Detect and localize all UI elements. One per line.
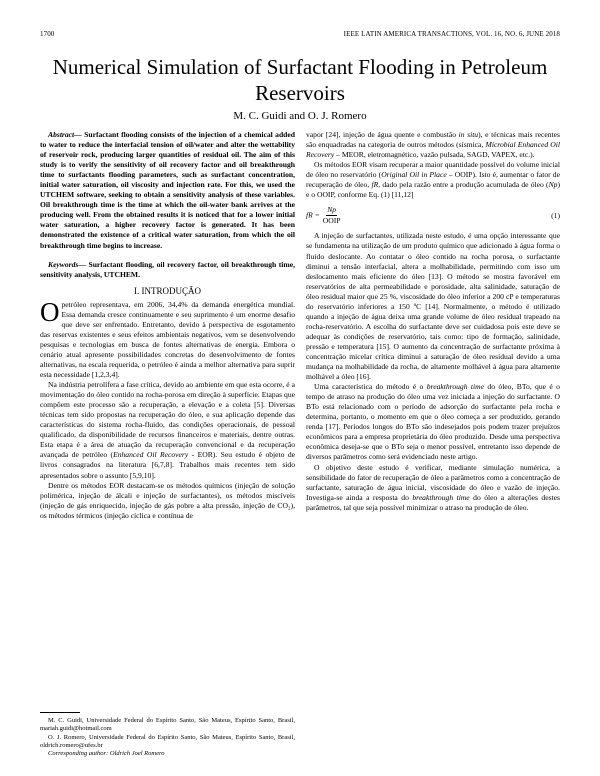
intro-paragraph-3: Dentre os métodos EOR destacam-se os métodos químicos (injeção de solução polimérica, injeção de álcali e injeção de surfactantes), os métodos miscíveis (injeção de gás enriquecido, injeção de gás pobre a alta pressão, injeção de CO₂), os métodos térmicos (injeção cíclica e contínua de [40, 480, 295, 520]
paper-authors: M. C. Guidi and O. J. Romero [233, 110, 367, 122]
right-p2-it1: Original Oil in Place [381, 170, 447, 180]
right-p2a: Os métodos EOR visam recuperar a maior quantidade possível do volume inicial de óleo no reservatório ( [306, 160, 560, 180]
right-p2-fr: fR [371, 180, 379, 190]
right-paragraph-4 [306, 382, 560, 462]
right-p4b: do óleo, BTo, que é o tempo de atraso na produção do óleo uma vez iniciada a injeção do surfactante. O BTo está relacionado com o período de adsorção do surfactante pela rocha e determina, portanto, o momento em que o óleo começa a ser produzido, gerando renda [17]. Períodos longos do BTo são indesejados pois podem trazer prejuízos econômicos para a empresa proprietária do óleo produzido. Desde uma perspectiva econômica deseja-se que o BTo seja o menor possível, entretanto isso depende de diversos parâmetros como será evidenciado neste artigo. [306, 382, 560, 462]
footnote-corresponding: Corresponding author: Oldrich Joel Romero [48, 750, 165, 758]
intro-paragraph-1 [40, 296, 295, 380]
right-p1c: – MEOR, eletromagnético, vazão pulsada, SAGD, VAPEX, etc.). [334, 150, 535, 160]
abstract-text: Surfactant flooding consists of the injection of a chemical added to water to reduce the interfacial tension of oil/water and alter the wettability of reservoir rock, producing larger quantities of residual oil. The aim of this study is to verify the sensitivity of oil recovery factor and oil breakthrough time to surfactants flooding parameters, such as surfactant concentration, initial water saturation, oil viscosity and injection rate. For this, we used the UTCHEM software, seeking to obtain a sensitivity analysis of these variables. Oil breakthrough time is the time at which the oil-water bank arrives at the producing well. From the obtained results it is noticed that for a lower initial water saturation, a higher recovery factor is generated. It has been demonstrated the existence of a critical water saturation, from which the oil breakthrough time begins to increase. [40, 130, 295, 250]
right-p5-it1: breakthrough time [412, 492, 470, 502]
right-p4-it1: breakthrough time [426, 382, 484, 392]
equation-lhs: fR = [306, 210, 320, 220]
footnote-author-1: M. C. Guidi, Universidade Federal do Espírito Santo, São Mateus, Espírito Santo, Brasil, mariah.guidi@hotmail.com [40, 717, 295, 733]
right-paragraph-2 [306, 160, 560, 200]
keywords-text: Surfactant flooding, oil recovery factor, oil breakthrough time, sensitivity analysis, UTCHEM. [40, 259, 295, 279]
intro-p2-italic: Enhanced Oil Recovery [113, 450, 189, 460]
abstract [40, 130, 295, 251]
keywords [40, 260, 295, 280]
right-p5b: do óleo a alterações destes parâmetros, tal que seja possível minimizar o atraso na produção de óleo. [306, 492, 560, 512]
intro-p2-end: - EOR). Seu estudo é objeto de livros consagrados na literatura [6,7,8]. Trabalhos mais recentes tem sido apresentados sobre o assunto [5,9,10]. [40, 450, 296, 480]
footnotes [40, 708, 295, 758]
right-p2d: ) e o OOIP, conforme Eq. (1) [11,12] [306, 180, 560, 200]
right-p4a: Uma característica do método é o [314, 382, 427, 392]
keywords-label: Keywords— [48, 259, 86, 269]
right-column [306, 130, 560, 513]
intro-p1-text: petróleo representava, em 2006, 34,4% da demanda energética mundial. Essa demanda cresce continuamente e seu suprimento é um enorme desafio que deve ser enfrentado. Entretanto, devido à perspectiva de esgotamento das reservas existentes e seus efeitos ambientais negativos, vem se desenvolvendo pesquisas e tecnologias em busca de fontes alternativas de energia. Embora o cenário atual apresente possibilidades concretas do desenvolvimento de fontes alternativas, na escala requerida, o petróleo é ainda a melhor alternativa para suprir esta necessidade [1,2,3,4]. [40, 299, 295, 380]
dropcap: O [40, 296, 60, 327]
footnote-author-2: O. J. Romero, Universidade Federal do Espírito Santo, São Mateus, Espírito Santo, Brasil, oldrich.romero@ufes.br [40, 733, 295, 749]
abstract-label: Abstract— [48, 130, 82, 139]
journal-header: IEEE LATIN AMERICA TRANSACTIONS, VOL. 16, NO. 6, JUNE 2018 [343, 30, 560, 38]
right-p2c: , dado pela razão entre a produção acumulada de óleo ( [378, 180, 549, 190]
equation-numerator: Np [326, 205, 337, 216]
intro-p2-text: Na indústria petrolífera a fase crítica, devido ao ambiente em que esta ocorre, é a movimentação do óleo contido na rocha-porosa em direção à superfície. Etapas que compõem este processo são a recuperação, a elevação e a coleta [5]. Diversas técnicas tem sido propostas na recuperação do óleo, e sua aplicação depende das características do sistema rocha-fluido, das condições operacionais, de pessoal qualificado, da disponibilidade de recursos financeiros e materiais, dentre outras. Esta etapa é a área de atuação da recuperação convencional e da recuperação avançada de petróleo ( [40, 380, 295, 460]
right-p2b: – OOIP). Isto é, aumentar o fator de recuperação de óleo, [306, 170, 560, 190]
right-p5a: O objetivo deste estudo é verificar, mediante simulação numérica, a sensibilidade do fator de recuperação de óleo a parâmetros como a concentração de surfactante, saturação de água inicial, viscosidade do óleo e vazão de injeção. Investiga-se ainda a resposta do [306, 462, 560, 502]
right-p1-it1: in situ [458, 130, 479, 139]
right-p1b: ), e técnicas mais recentes são enquadradas na categoria de outros métodos (sísmica, [306, 130, 560, 150]
right-paragraph-5 [306, 463, 560, 513]
intro-paragraph-2 [40, 380, 295, 480]
page-number: 1700 [40, 30, 55, 38]
right-paragraph-1 [306, 130, 560, 160]
section-heading-introduction: I. INTRODUÇÃO [134, 285, 201, 296]
equation-1 [306, 205, 560, 226]
equation-label: (1) [551, 210, 560, 220]
paper-title: Numerical Simulation of Surfactant Flooding in Petroleum Reservoirs [52, 55, 548, 105]
right-p1-it2: Microbial Enhanced Oil Recovery [306, 140, 560, 160]
right-p1a: vapor [24], injeção de água quente e combustão [306, 130, 459, 139]
left-column [40, 130, 295, 521]
footnote-rule [40, 712, 80, 713]
right-paragraph-3: A injeção de surfactantes, utilizada neste estudo, é uma opção interessante que se fundamenta na utilização de um produto químico que adicionado à água forma o fluido deslocante. Ao contatar o óleo contido na rocha porosa, o surfactante diminui a tensão interfacial, altera a molhabilidade, permitindo com isso um deslocamento mais eficiente do óleo [13]. O método se mostra favorável em reservatórios de alta permeabilidade e porosidade, alta salinidade, saturação de óleo residual maior que 25 %, viscosidade do óleo inferior a 200 cP e temperaturas do reservatório inferiores a 150 ºC [14]. Normalmente, o método é utilizado quando a injeção de água deixa uma grande volume de óleo residual trapeado na rocha-reservatório. A escolha do surfactante deve ser cuidadosa pois este deve se adequar às condições de reservatório, tais como: tipo de formação, salinidade, pressão e temperatura [15]. O aumento da concentração de surfactante próxima à concentração micelar crítica diminui a saturação de óleo residual devido a uma mudança na molhabilidade da rocha, de altamente molhável à água para altamente molhável a óleo [16]. [306, 231, 560, 382]
equation-denominator: OOIP [322, 216, 341, 226]
equation-fraction [323, 205, 341, 226]
right-p2-np: Np [548, 180, 558, 190]
